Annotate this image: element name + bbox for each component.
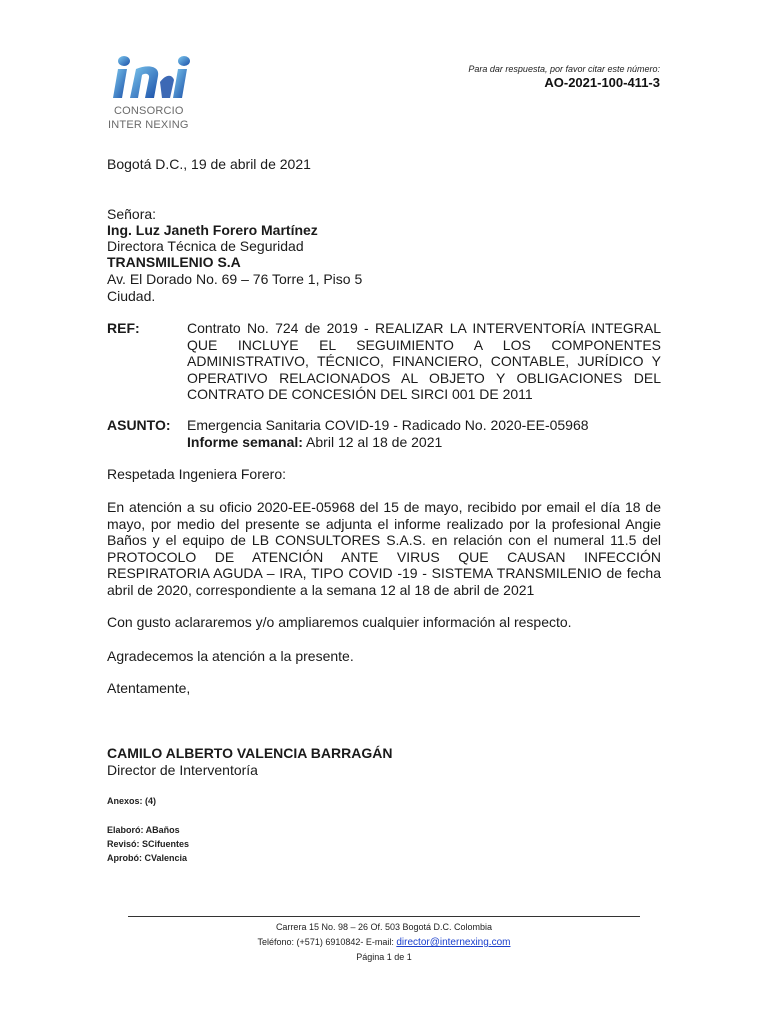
ref-block xyxy=(107,320,661,403)
subject-label: ASUNTO: xyxy=(107,417,171,433)
recipient-name: Ing. Luz Janeth Forero Martínez xyxy=(107,222,318,238)
recipient-salutation: Señora: xyxy=(107,206,157,222)
ref-label: REF: xyxy=(107,320,140,336)
greeting: Respetada Ingeniera Forero: xyxy=(107,466,286,482)
weekly-report-line xyxy=(187,434,661,451)
recipient-company: TRANSMILENIO S.A xyxy=(107,254,241,270)
recipient-city: Ciudad. xyxy=(107,288,156,304)
footer-contact xyxy=(128,935,640,950)
credit-aprobo: Aprobó: CValencia xyxy=(107,853,188,863)
body-paragraph-2: Con gusto aclararemos y/o ampliaremos cualquier información al respecto. xyxy=(107,614,572,630)
subject-block xyxy=(107,417,661,450)
reply-reference-number: AO-2021-100-411-3 xyxy=(544,75,660,90)
signer-name: CAMILO ALBERTO VALENCIA BARRAGÁN xyxy=(107,745,393,761)
ref-text: Contrato No. 724 de 2019 - REALIZAR LA INTERVENTORÍA INTEGRAL QUE INCLUYE EL SEGUIMIENTO A LOS COMPONENTES ADMINISTRATIVO, TÉCNICO, FINANCIERO, CONTABLE, JURÍDICO Y OPERATIVO RELACIONADOS AL OBJETO Y OBLIGACIONES DEL CONTRATO DE CONCESIÓN DEL SIRCI 001 DE 2011 xyxy=(187,320,661,402)
footer-page-number: Página 1 de 1 xyxy=(356,952,412,962)
footer-divider xyxy=(128,916,640,917)
footer-address: Carrera 15 No. 98 – 26 Of. 503 Bogotá D.C. Colombia xyxy=(275,922,493,932)
recipient-position: Directora Técnica de Seguridad xyxy=(107,238,304,254)
recipient-address: Av. El Dorado No. 69 – 76 Torre 1, Piso 5 xyxy=(107,271,363,287)
footer-email-link[interactable]: director@internexing.com xyxy=(396,937,511,948)
company-logo xyxy=(108,52,198,132)
annexes: Anexos: (4) xyxy=(107,796,157,806)
logo-text-line1: CONSORCIO xyxy=(114,105,184,117)
credit-elaboro: Elaboró: ABaños xyxy=(107,825,180,835)
signer-title: Director de Interventoría xyxy=(107,762,258,778)
body-paragraph-1: En atención a su oficio 2020-EE-05968 del 15 de mayo, recibido por email el día 18 de mayo, por medio del presente se adjunta el informe realizado por la profesional Angie Baños y el equipo de LB CONSULTORES S.A.S. en relación con el numeral 11.5 del PROTOCOLO DE ATENCIÓN ANTE VIRUS QUE CAUSAN INFECCIÓN RESPIRATORIA AGUDA – IRA, TIPO COVID -19 - SISTEMA TRANSMILENIO de fecha abril de 2020, correspondiente a la semana 12 al 18 de abril de 2021 xyxy=(107,499,661,598)
credit-reviso: Revisó: SCifuentes xyxy=(107,839,190,849)
weekly-report-value: Abril 12 al 18 de 2021 xyxy=(302,433,443,450)
logo-text-line2: INTER NEXING xyxy=(108,119,189,131)
reply-reference xyxy=(468,64,660,90)
inter-nexing-logo-icon xyxy=(108,52,198,102)
subject-line: Emergencia Sanitaria COVID-19 - Radicado No. 2020-EE-05968 xyxy=(187,417,589,433)
footer-phone: Teléfono: (+571) 6910842- E-mail: xyxy=(257,937,397,947)
body-paragraph-3: Agradecemos la atención a la presente. xyxy=(107,648,354,664)
weekly-report-label: Informe semanal: xyxy=(187,433,303,450)
closing: Atentamente, xyxy=(107,680,191,696)
reply-reference-label: Para dar respuesta, por favor citar este número: xyxy=(468,64,660,74)
letter-date: Bogotá D.C., 19 de abril de 2021 xyxy=(107,156,311,172)
